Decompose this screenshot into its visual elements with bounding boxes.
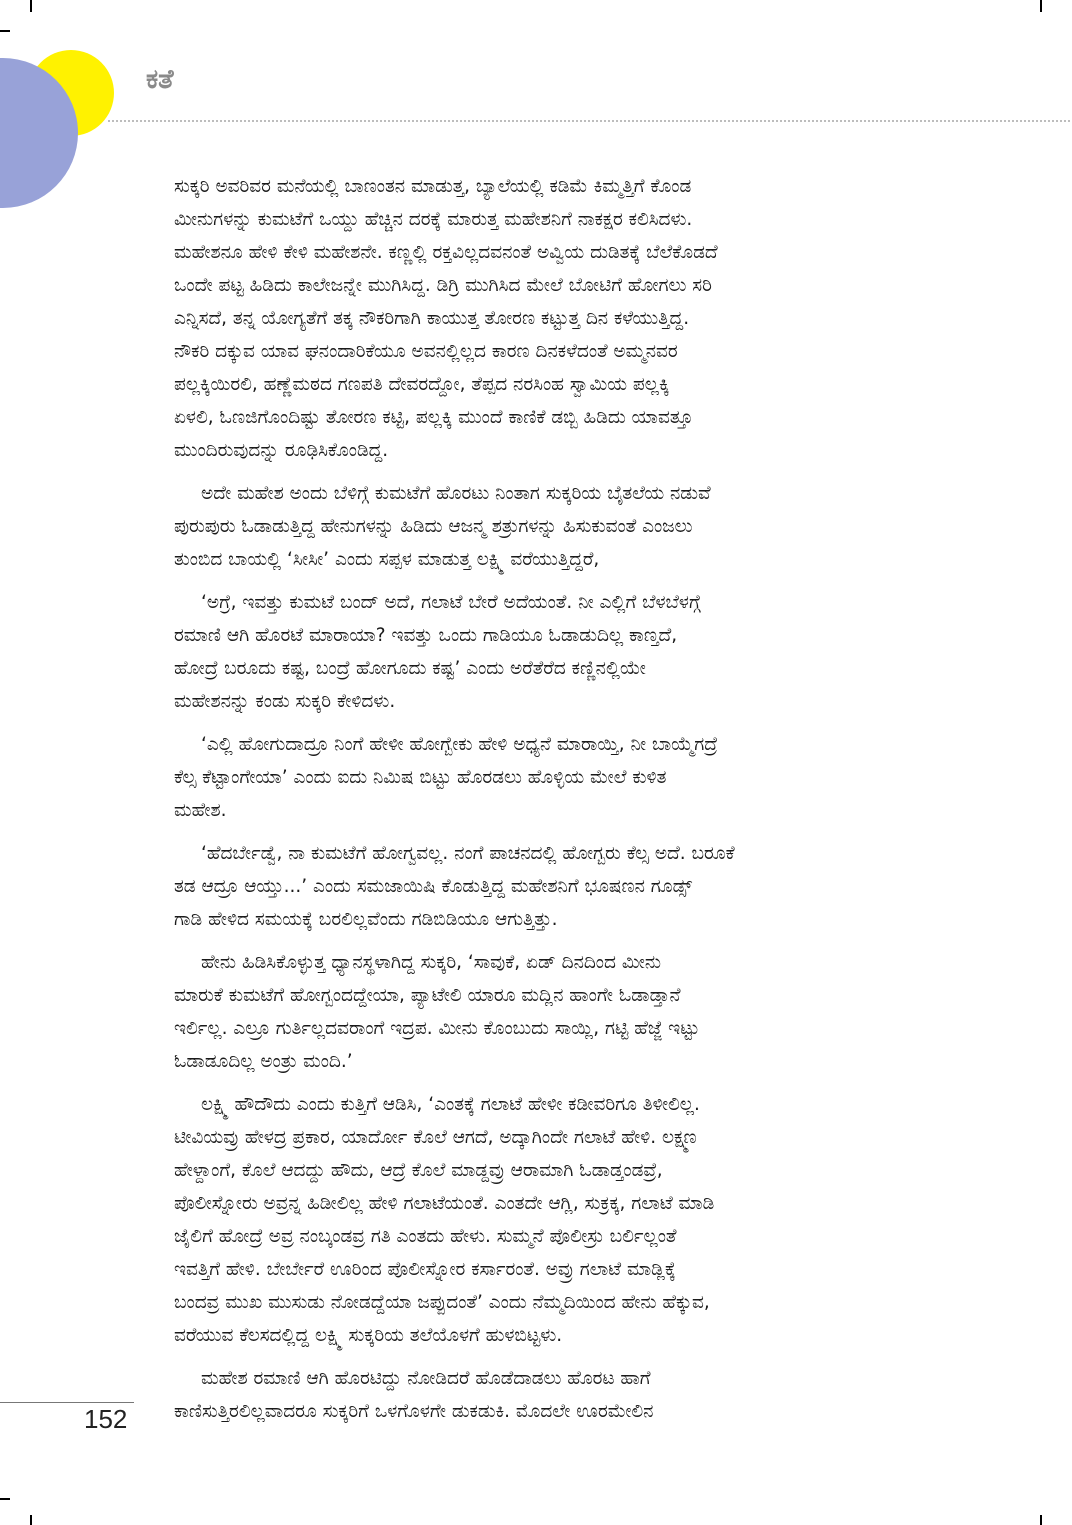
text-line: ಇವತ್ತಿಗೆ ಹೇಳಿ. ಬೇರ್ಬೇರೆ ಊರಿಂದ ಪೊಲೀಸ್ನೋರ ಕರ್ಸಾರಂತೆ. ಅವ್ರು ಗಲಾಟೆ ಮಾಡ್ಲಿಕ್ಕೆ: [174, 1259, 676, 1280]
text-line: ಹೇಳ್ದಾಂಗೆ, ಕೊಲೆ ಆದದ್ದು ಹೌದು, ಆದ್ರೆ ಕೊಲೆ ಮಾಡ್ದವ್ರು ಆರಾಮಾಗಿ ಓಡಾಡ್ತಂಡವ್ರೆ,: [174, 1160, 663, 1181]
text-line: ಹೋದ್ರೆ ಬರೂದು ಕಷ್ಟ, ಬಂದ್ರೆ ಹೋಗೂದು ಕಷ್ಟ’ ಎಂದು ಅರೆತೆರೆದ ಕಣ್ಣಿನಲ್ಲಿಯೇ: [174, 658, 646, 679]
paragraph: [174, 1088, 942, 1352]
text-line: ವರೆಯುವ ಕೆಲಸದಲ್ಲಿದ್ದ ಲಕ್ಷ್ಮಿ ಸುಕ್ಕರಿಯ ತಲೆಯೊಳಗೆ ಹುಳಬಿಟ್ಟಳು.: [174, 1325, 563, 1346]
paragraph: [174, 477, 942, 576]
story-body: [174, 170, 942, 1438]
text-line: ಏಳಲಿ, ಓಣಜಿಗೊಂದಿಷ್ಟು ತೋರಣ ಕಟ್ಟಿ, ಪಲ್ಲಕ್ಕಿ ಮುಂದೆ ಕಾಣಿಕೆ ಡಬ್ಬಿ ಹಿಡಿದು ಯಾವತ್ತೂ: [174, 407, 694, 428]
crop-mark-bottom-right: [1040, 1515, 1042, 1525]
text-line: ಮೀನುಗಳನ್ನು ಕುಮಟೆಗೆ ಒಯ್ದು ಹೆಚ್ಚಿನ ದರಕ್ಕೆ ಮಾರುತ್ತ ಮಹೇಶನಿಗೆ ನಾಕಕ್ಷರ ಕಲಿಸಿದಳು.: [174, 209, 693, 230]
paragraph: [174, 1362, 942, 1428]
paragraph: [174, 586, 942, 718]
text-line: ಇರ್ಲಿಲ್ಲ. ಎಲ್ರೂ ಗುರ್ತಿಲ್ಲದವರಾಂಗೆ ಇದ್ರಪ. ಮೀನು ಕೊಂಬುದು ಸಾಯ್ಲಿ, ಗಟ್ಟಿ ಹೆಜ್ಜೆ ಇಟ್ಟು: [174, 1018, 700, 1039]
text-line: ಮಾರುಕೆ ಕುಮಟೆಗೆ ಹೋಗ್ಬಂದದ್ದೇಯಾ, ಪ್ಯಾಟೇಲಿ ಯಾರೂ ಮದ್ಲಿನ ಹಾಂಗೇ ಓಡಾಡ್ತಾನೆ: [174, 985, 681, 1006]
text-line: ಎನ್ನಿಸದೆ, ತನ್ನ ಯೋಗ್ಯತೆಗೆ ತಕ್ಕ ನೌಕರಿಗಾಗಿ ಕಾಯುತ್ತ ತೋರಣ ಕಟ್ಟುತ್ತ ದಿನ ಕಳೆಯುತ್ತಿದ್ದ.: [174, 308, 690, 329]
text-line: ಓಡಾಡೂದಿಲ್ಲ ಅಂತ್ರು ಮಂದಿ.’: [174, 1051, 353, 1072]
crop-mark-top-right: [1040, 0, 1042, 12]
text-line: ಮಹೇಶನೂ ಹೇಳಿ ಕೇಳಿ ಮಹೇಶನೇ. ಕಣ್ಣಲ್ಲಿ ರಕ್ತವಿಲ್ಲದವನಂತೆ ಅವ್ವಿಯ ದುಡಿತಕ್ಕೆ ಬೆಲೆಕೊಡದೆ: [174, 242, 718, 263]
text-line: ತುಂಬಿದ ಬಾಯಲ್ಲಿ ‘ಸೀಸೀ’ ಎಂದು ಸಪ್ಪಳ ಮಾಡುತ್ತ ಲಕ್ಷ್ಮಿ ವರೆಯುತ್ತಿದ್ದರೆ,: [174, 549, 600, 570]
paragraph: [174, 170, 942, 467]
text-line: ನೌಕರಿ ದಕ್ಕುವ ಯಾವ ಘನಂದಾರಿಕೆಯೂ ಅವನಲ್ಲಿಲ್ಲದ ಕಾರಣ ದಿನಕಳೆದಂತೆ ಅಮ್ಮನವರ: [174, 341, 678, 362]
text-line: ಪಲ್ಲಕ್ಕಿಯಿರಲಿ, ಹಣ್ಣೆಮಠದ ಗಣಪತಿ ದೇವರದ್ದೋ, ತೆಪ್ಪದ ನರಸಿಂಹ ಸ್ವಾಮಿಯ ಪಲ್ಲಕ್ಕಿ: [174, 374, 670, 395]
text-line: ‘ಹೆದರ್ಬೇಡ್ವೆ, ನಾ ಕುಮಟೆಗೆ ಹೋಗ್ವವಲ್ಲ. ನಂಗೆ ಪಾಚನದಲ್ಲಿ ಹೋಗ್ಬರು ಕೆಲ್ಸ ಅದೆ. ಬರೂಕೆ: [201, 843, 735, 864]
text-line: ಮಹೇಶ ರಮಾಣಿ ಆಗಿ ಹೊರಟಿದ್ದು ನೋಡಿದರೆ ಹೊಡೆದಾಡಲು ಹೊರಟ ಹಾಗೆ: [201, 1368, 651, 1389]
text-line: ‘ಎಲ್ಲಿ ಹೋಗುದಾದ್ರೂ ನಿಂಗೆ ಹೇಳೀ ಹೋಗ್ಬೇಕು ಹೇಳಿ ಅಧ್ಯನೆ ಮಾರಾಯ್ತಿ, ನೀ ಬಾಯ್ಮೆಗದ್ರೆ: [201, 734, 718, 755]
text-line: ಪೊಲೀಸ್ನೋರು ಅವ್ರನ್ನ ಹಿಡೀಲಿಲ್ಲ ಹೇಳಿ ಗಲಾಟೆಯಂತೆ. ಎಂತದೇ ಆಗ್ಲಿ, ಸುಕ್ರಕ್ಕ, ಗಲಾಟೆ ಮಾಡಿ: [174, 1193, 715, 1214]
text-line: ಕಾಣಿಸುತ್ತಿರಲಿಲ್ಲವಾದರೂ ಸುಕ್ಕರಿಗೆ ಒಳಗೊಳಗೇ ಡುಕಡುಕಿ. ಮೊದಲೇ ಊರಮೇಲಿನ: [174, 1401, 654, 1422]
header-dotted-rule: [108, 120, 1070, 122]
paragraph: [174, 728, 942, 827]
text-line: ಹೇನು ಹಿಡಿಸಿಕೊಳ್ಳುತ್ತ ಧ್ಯಾನಸ್ಥಳಾಗಿದ್ದ ಸುಕ್ಕರಿ, ‘ಸಾವುಕೆ, ಏಡ್ ದಿನದಿಂದ ಮೀನು: [201, 952, 662, 973]
crop-mark-left-upper: [0, 30, 10, 32]
text-line: ಮಹೇಶ.: [174, 800, 227, 821]
text-line: ಪುರುಪುರು ಓಡಾಡುತ್ತಿದ್ದ ಹೇನುಗಳನ್ನು ಹಿಡಿದು ಆಜನ್ಮ ಶತ್ರುಗಳನ್ನು ಹಿಸುಕುವಂತೆ ಎಂಜಲು: [174, 516, 693, 537]
text-line: ಮುಂದಿರುವುದನ್ನು ರೂಢಿಸಿಕೊಂಡಿದ್ದ.: [174, 440, 389, 461]
text-line: ‘ಅಗ್ರೆ, ಇವತ್ತು ಕುಮಟೆ ಬಂದ್ ಅದೆ, ಗಲಾಟೆ ಬೇರೆ ಅದೆಯಂತೆ. ನೀ ಎಲ್ಲಿಗೆ ಬೆಳಬೆಳಗ್ಗೆ: [201, 592, 701, 613]
text-line: ಕೆಲ್ಸ ಕೆಟ್ಟಾಂಗೇಯಾ’ ಎಂದು ಐದು ನಿಮಿಷ ಬಿಟ್ಟು ಹೊರಡಲು ಹೊಳ್ಳಿಯ ಮೇಲೆ ಕುಳಿತ: [174, 767, 667, 788]
text-line: ಸುಕ್ಕರಿ ಅವರಿವರ ಮನೆಯಲ್ಲಿ ಬಾಣಂತನ ಮಾಡುತ್ತ, ಬ್ಯಾಲೆಯಲ್ಲಿ ಕಡಿಮೆ ಕಿಮ್ಮತ್ತಿಗೆ ಕೊಂಡ: [174, 176, 692, 197]
text-line: ಮಹೇಶನನ್ನು ಕಂಡು ಸುಕ್ಕರಿ ಕೇಳಿದಳು.: [174, 691, 396, 712]
text-line: ಗಾಡಿ ಹೇಳಿದ ಸಮಯಕ್ಕೆ ಬರಲಿಲ್ಲವೆಂದು ಗಡಿಬಿಡಿಯೂ ಆಗುತ್ತಿತ್ತು.: [174, 909, 558, 930]
text-line: ಲಕ್ಷ್ಮಿ ಹೌದೌದು ಎಂದು ಕುತ್ತಿಗೆ ಆಡಿಸಿ, ‘ಎಂತಕ್ಕೆ ಗಲಾಟೆ ಹೇಳೀ ಕಡೀವರಿಗೂ ತಿಳೀಲಿಲ್ಲ.: [201, 1094, 700, 1115]
crop-mark-top-left: [30, 0, 32, 12]
text-line: ಟೀವಿಯವ್ರು ಹೇಳದ್ರ ಪ್ರಕಾರ, ಯಾರ್ದೋ ಕೊಲೆ ಆಗದೆ, ಅದ್ಕಾಗಿಂದೇ ಗಲಾಟೆ ಹೇಳಿ. ಲಕ್ಷ್ಮಣ: [174, 1127, 697, 1148]
text-line: ತಡ ಆದ್ರೂ ಆಯ್ತು...’ ಎಂದು ಸಮಜಾಯಿಷಿ ಕೊಡುತ್ತಿದ್ದ ಮಹೇಶನಿಗೆ ಭೂಷಣನ ಗೂಡ್ಸ್: [174, 876, 693, 897]
paragraph: [174, 946, 942, 1078]
text-line: ಬಂದವ್ರ ಮುಖ ಮುಸುಡು ನೋಡದ್ದೆಯಾ ಜಪ್ಪುದಂತೆ’ ಎಂದು ನೆಮ್ಮದಿಯಿಂದ ಹೇನು ಹೆಕ್ಕುವ,: [174, 1292, 710, 1313]
footer-rule: [0, 1402, 134, 1403]
crop-mark-bottom-left: [30, 1515, 32, 1525]
text-line: ಅದೇ ಮಹೇಶ ಅಂದು ಬೆಳಿಗ್ಗೆ ಕುಮಟೆಗೆ ಹೊರಟು ನಿಂತಾಗ ಸುಕ್ಕರಿಯ ಬೈತಲೆಯ ನಡುವೆ: [201, 483, 711, 504]
paragraph: [174, 837, 942, 936]
crop-mark-left-lower: [0, 1498, 10, 1500]
section-title: ಕತೆ: [146, 64, 174, 95]
text-line: ಜೈಲಿಗೆ ಹೋದ್ರೆ ಅವ್ರ ನಂಬ್ಕಂಡವ್ರ ಗತಿ ಎಂತದು ಹೇಳು. ಸುಮ್ಮನೆ ಪೊಲೀಸ್ರು ಬರ್ಲಿಲ್ಲಂತೆ: [174, 1226, 677, 1247]
text-line: ಒಂದೇ ಪಟ್ಟ ಹಿಡಿದು ಕಾಲೇಜನ್ನೇ ಮುಗಿಸಿದ್ದ. ಡಿಗ್ರಿ ಮುಗಿಸಿದ ಮೇಲೆ ಬೋಟಿಗೆ ಹೋಗಲು ಸರಿ: [174, 275, 712, 296]
page-number: 152: [84, 1404, 128, 1434]
text-line: ರಮಾಣಿ ಆಗಿ ಹೊರಟೆ ಮಾರಾಯಾ? ಇವತ್ತು ಒಂದು ಗಾಡಿಯೂ ಓಡಾಡುದಿಲ್ಲ ಕಾಣ್ತದೆ,: [174, 625, 678, 646]
